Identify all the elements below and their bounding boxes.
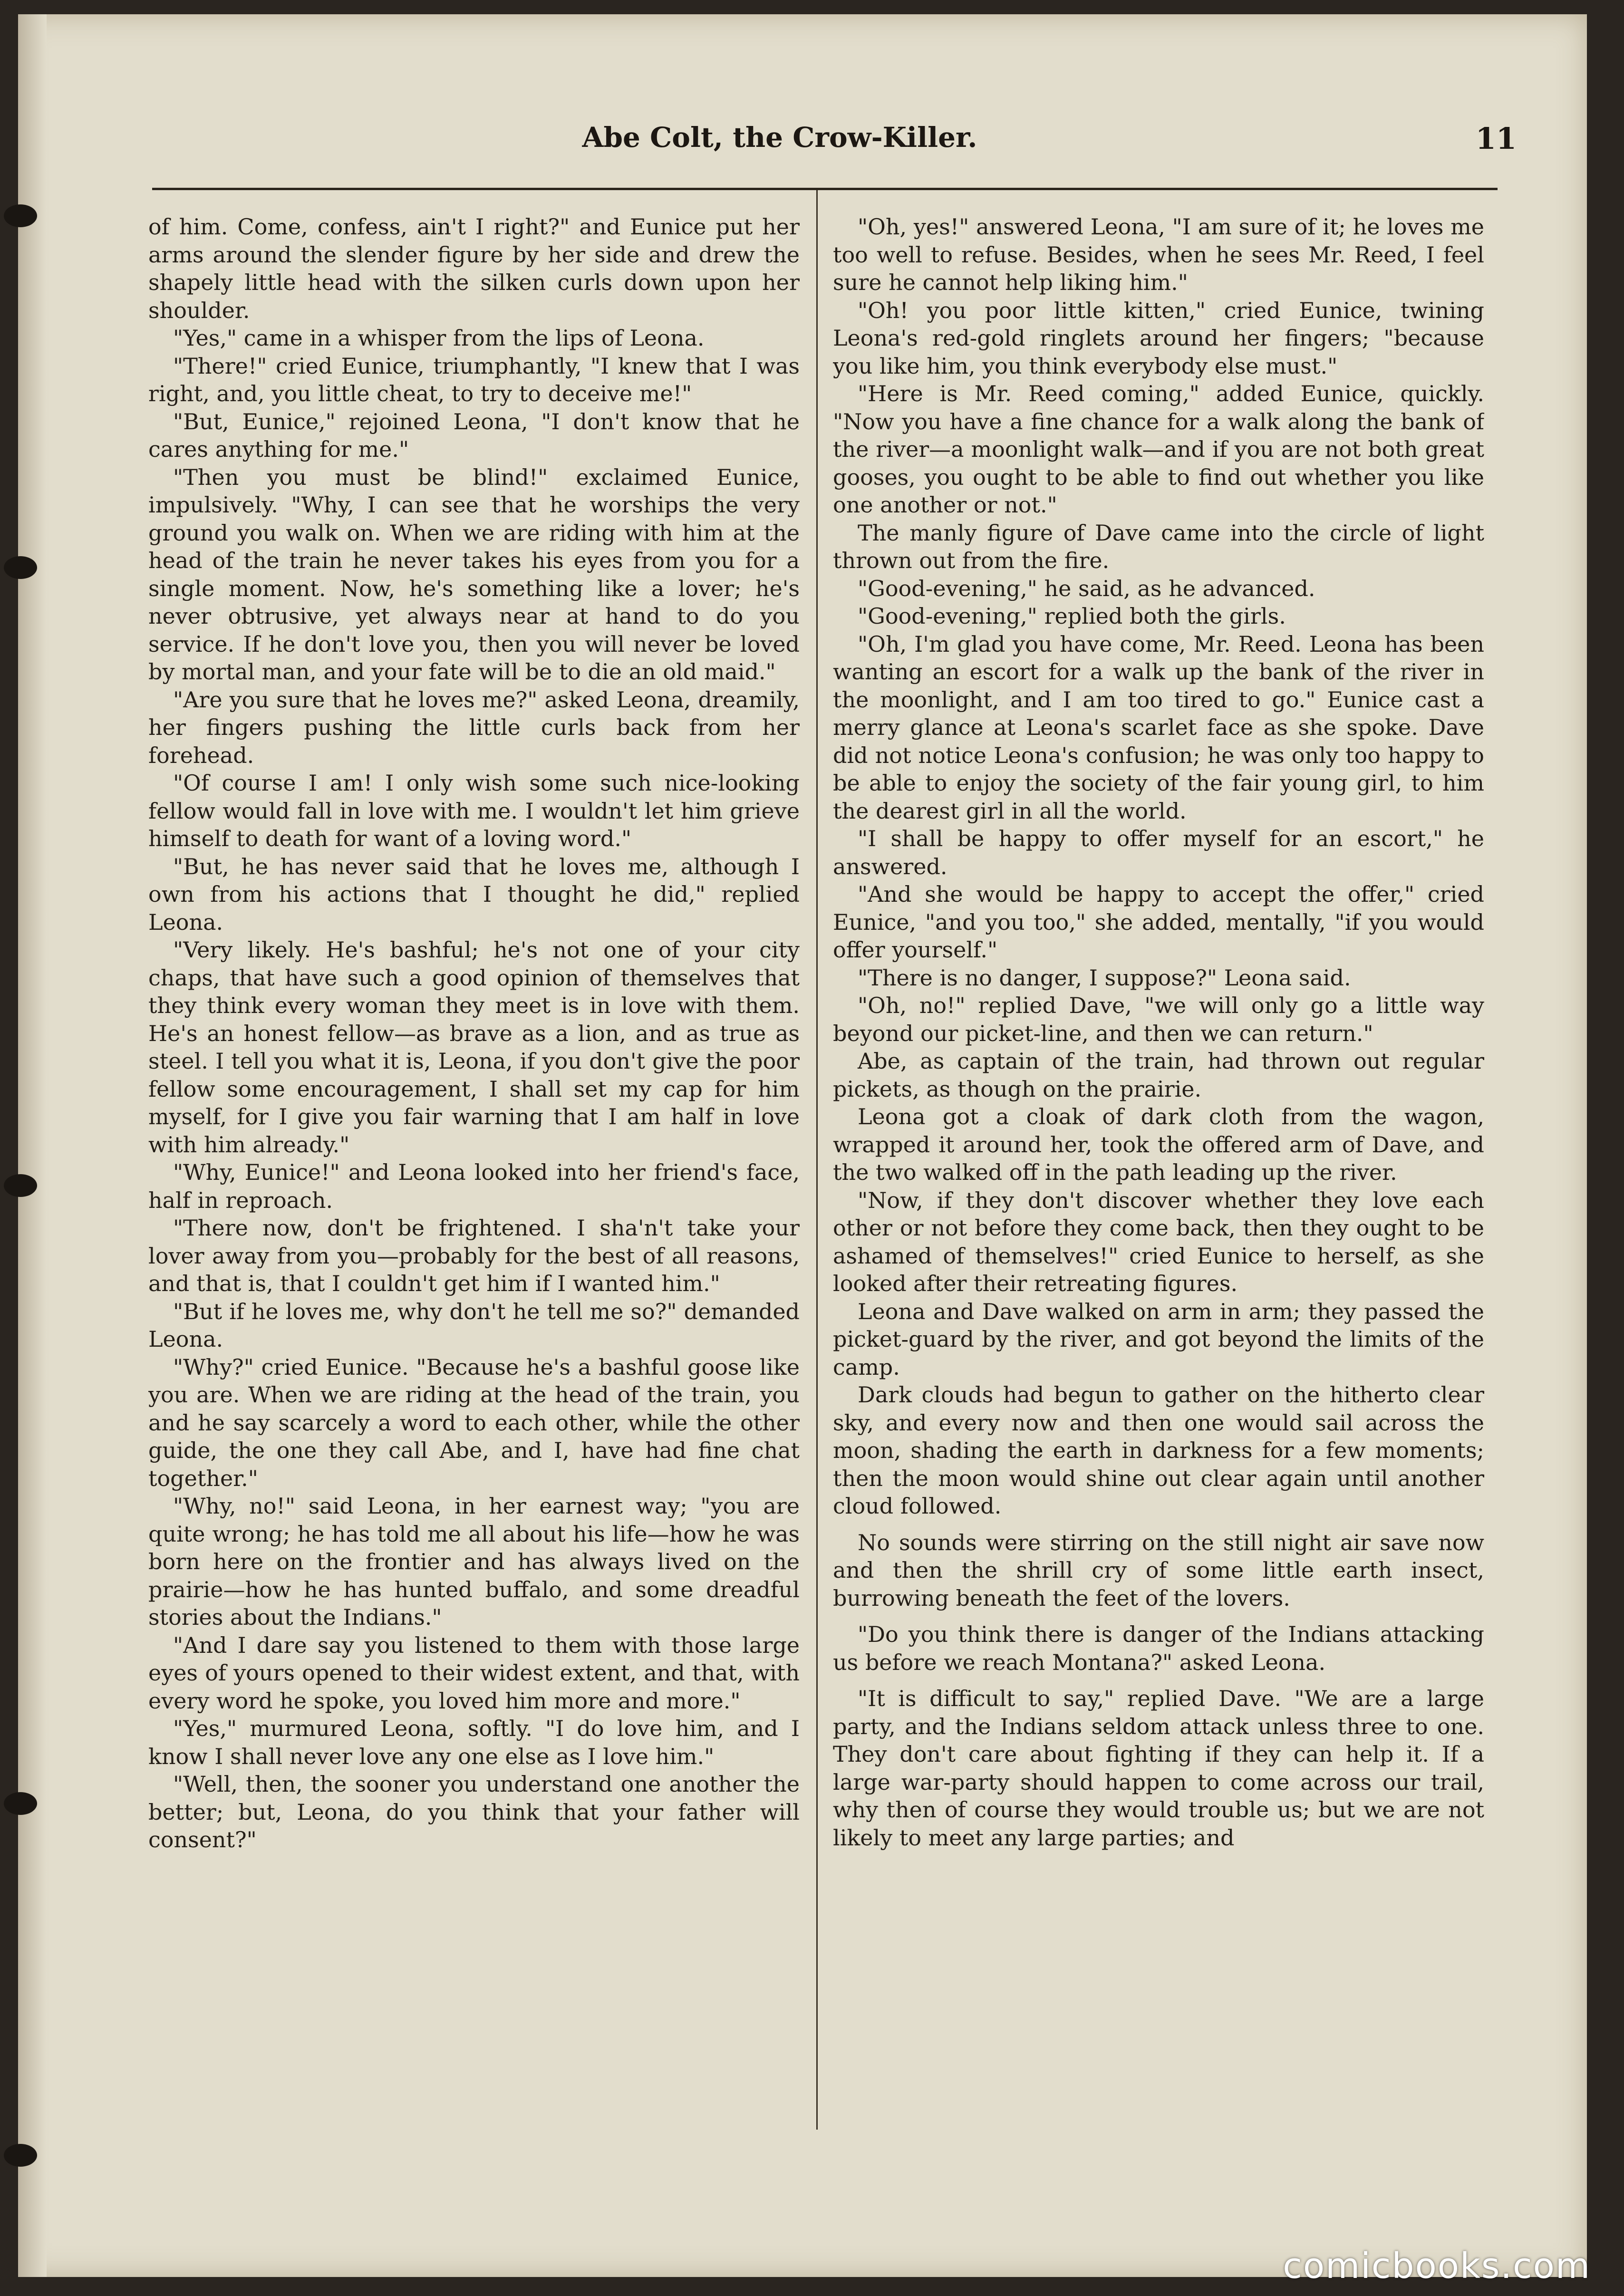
paragraph: "Well, then, the sooner you understand one another the better; but, Leona, do you think that your father will consent?": [148, 1771, 800, 1852]
paragraph: "But, he has never said that he loves me, although I own from his actions that I thought he did," replied Leona.: [148, 853, 800, 935]
paragraph: "Are you sure that he loves me?" asked Leona, dreamily, her fingers pushing the little curls back from her forehead.: [148, 686, 800, 768]
column-divider: [816, 190, 818, 2130]
paragraph: "Oh, I'm glad you have come, Mr. Reed. Leona has been wanting an escort for a walk up the bank of the river in the moonlight, and I am too tired to go." Eunice cast a merry glance at Leona's scarlet face as she spoke. Dave did not notice Leona's confusion; he was only too happy to be able to enjoy the society of the fair young girl, to him the dearest girl in all the world.: [833, 631, 1484, 824]
paragraph: "Very likely. He's bashful; he's not one of your city chaps, that have such a good opinion of themselves that they think every woman they meet is in love with them. He's an honest fellow—as brave as a lion, and as true as steel. I tell you what it is, Leona, if you don't give the poor fellow some encouragement, I shall set my cap for him myself, for I give you fair warning that I am half in love with him already.": [148, 937, 800, 1158]
paragraph: Dark clouds had begun to gather on the hitherto clear sky, and every now and then one would sail across the moon, shading the earth in darkness for a few moments; then the moon would shine out clear again until another cloud followed.: [833, 1382, 1484, 1519]
paragraph: "Oh, no!" replied Dave, "we will only go a little way beyond our picket-line, and then we can return.": [833, 993, 1484, 1046]
paragraph: Abe, as captain of the train, had thrown out regular pickets, as though on the prairie.: [833, 1048, 1484, 1102]
paragraph: Leona and Dave walked on arm in arm; they passed the picket-guard by the river, and got beyond the limits of the camp.: [833, 1298, 1484, 1380]
paragraph: "Why?" cried Eunice. "Because he's a bashful goose like you are. When we are riding at the head of the train, you and he say scarcely a word to each other, while the other guide, the one they call Abe, and I, have had fine chat together.": [148, 1354, 800, 1491]
header-rule: [152, 188, 1498, 190]
paragraph: "And she would be happy to accept the offer," cried Eunice, "and you too," she added, mentally, "if you would offer yourself.": [833, 881, 1484, 963]
paragraph: "Then you must be blind!" exclaimed Eunice, impulsively. "Why, I can see that he worships the very ground you walk on. When we are riding with him at the head of the train he never takes his eyes from you for a single moment. Now, he's something like a lover; he's never obtrusive, yet always near at hand to do you service. If he don't love you, then you will never be loved by mortal man, and your fate will be to die an old maid.": [148, 464, 800, 685]
paragraph: "Yes," murmured Leona, softly. "I do love him, and I know I shall never love any one else as I love him.": [148, 1716, 800, 1769]
paragraph: "There is no danger, I suppose?" Leona said.: [858, 965, 1351, 991]
paragraph: "Yes," came in a whisper from the lips of Leona.: [173, 325, 705, 351]
page-number: 11: [1475, 121, 1517, 156]
binding-hole: [4, 556, 37, 579]
paragraph: "Do you think there is danger of the Indians attacking us before we reach Montana?" asked Leona.: [833, 1621, 1484, 1675]
paragraph: No sounds were stirring on the still night air save now and then the shrill cry of some little earth insect, burrowing beneath the feet of the lovers.: [833, 1529, 1484, 1611]
paragraph: "Oh! you poor little kitten," cried Eunice, twining Leona's red-gold ringlets around her fingers; "because you like him, you think everybody else must.": [833, 297, 1484, 379]
running-title: Abe Colt, the Crow-Killer.: [582, 121, 977, 154]
paragraph: "Now, if they don't discover whether they love each other or not before they come back, then they ought to be ashamed of themselves!" cried Eunice to herself, as she looked after their retreating figures.: [833, 1187, 1484, 1296]
paragraph: "Here is Mr. Reed coming," added Eunice, quickly. "Now you have a fine chance for a walk along the bank of the river—a moonlight walk—and if you are not both great gooses, you ought to be able to find out whether you like one another or not.": [833, 381, 1484, 518]
paragraph: "And I dare say you listened to them with those large eyes of yours opened to their widest extent, and that, with every word he spoke, you loved him more and more.": [148, 1632, 800, 1714]
paragraph: "Why, Eunice!" and Leona looked into her friend's face, half in reproach.: [148, 1159, 800, 1213]
paragraph: Leona got a cloak of dark cloth from the wagon, wrapped it around her, took the offered arm of Dave, and the two walked off in the path leading up the river.: [833, 1104, 1484, 1185]
right-column: [833, 213, 1484, 2157]
watermark: comicbooks.com: [1283, 2246, 1591, 2286]
page-spine: [18, 14, 47, 2277]
paragraph: "But if he loves me, why don't he tell me so?" demanded Leona.: [148, 1298, 800, 1352]
paragraph: "Of course I am! I only wish some such nice-looking fellow would fall in love with me. I wouldn't let him grieve himself to death for want of a loving word.": [148, 770, 800, 851]
paragraph: "There now, don't be frightened. I sha'n't take your lover away from you—probably for the best of all reasons, and that is, that I couldn't get him if I wanted him.": [148, 1215, 800, 1296]
binding-hole: [4, 1174, 37, 1197]
paragraph: "But, Eunice," rejoined Leona, "I don't know that he cares anything for me.": [148, 408, 800, 462]
binding-hole: [4, 2144, 37, 2167]
page-header: [166, 121, 1517, 164]
paragraph: of him. Come, confess, ain't I right?" and Eunice put her arms around the slender figure by her side and drew the shapely little head with the silken curls down upon her shoulder.: [148, 214, 800, 323]
paragraph: "It is difficult to say," replied Dave. "We are a large party, and the Indians seldom attack unless three to one. They don't care about fighting if they can help it. If a large war-party should happen to come across our trail, why then of course they would trouble us; but we are not likely to meet any large parties; and: [833, 1686, 1484, 1851]
paragraph: "Why, no!" said Leona, in her earnest way; "you are quite wrong; he has told me all about his life—how he was born here on the frontier and has always lived on the prairie—how he has hunted buffalo, and some dreadful stories about the Indians.": [148, 1493, 800, 1630]
binding-hole: [4, 204, 37, 227]
paragraph: "I shall be happy to offer myself for an escort," he answered.: [833, 826, 1484, 879]
paragraph: "There!" cried Eunice, triumphantly, "I knew that I was right, and, you little cheat, to try to deceive me!": [148, 353, 800, 406]
binding-hole: [4, 1792, 37, 1815]
paragraph: The manly figure of Dave came into the circle of light thrown out from the fire.: [833, 520, 1484, 573]
paragraph: "Oh, yes!" answered Leona, "I am sure of it; he loves me too well to refuse. Besides, when he sees Mr. Reed, I feel sure he cannot help liking him.": [833, 214, 1484, 295]
paragraph: "Good-evening," he said, as he advanced.: [858, 575, 1315, 601]
paragraph: "Good-evening," replied both the girls.: [858, 603, 1286, 629]
left-column: [148, 213, 800, 2157]
